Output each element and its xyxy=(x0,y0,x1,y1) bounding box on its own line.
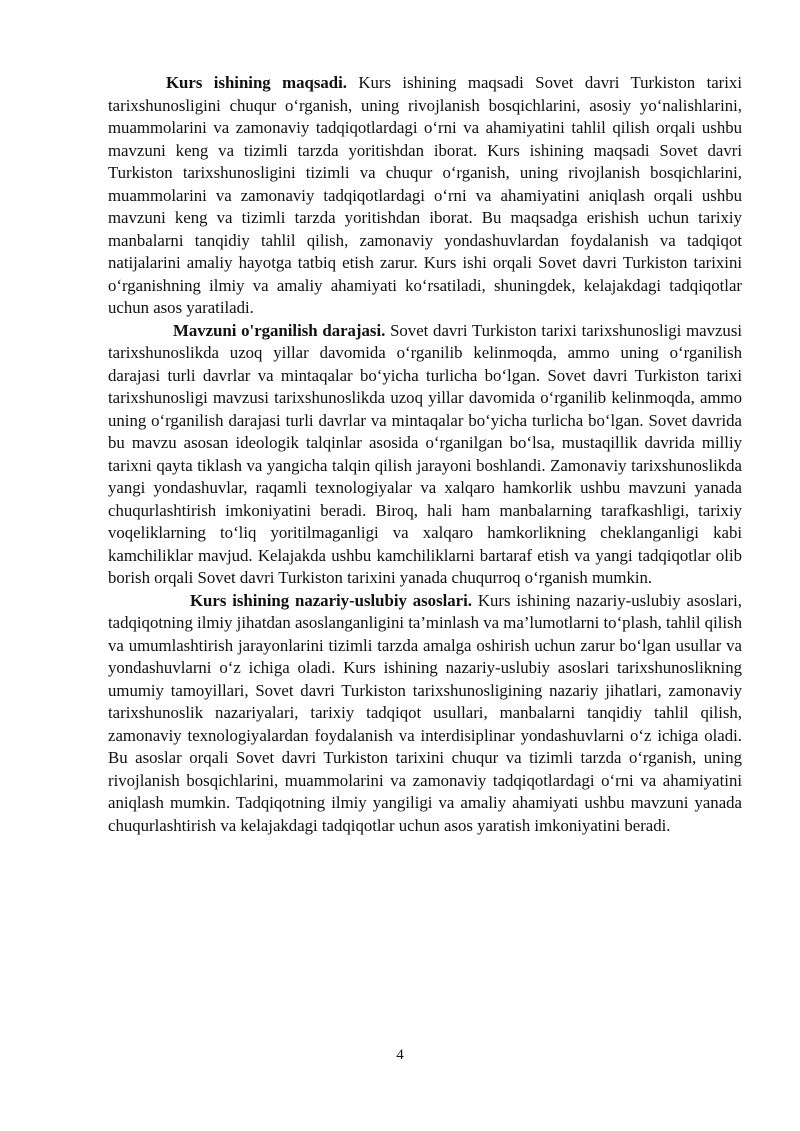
page-body xyxy=(108,72,742,837)
paragraph-study-level xyxy=(108,320,742,590)
paragraph-course-goal xyxy=(108,72,742,320)
text-study-level: Sovet davri Turkiston tarixi tarixshunosligi mavzusi tarixshunoslikda uzoq yillar davomida o‘rganilib kelinmoqda, ammo uning o‘rganilish darajasi turli davrlar va mintaqalar bo‘yicha turlicha bo‘lgan. Sovet davri Turkiston tarixi tarixshunosligi mavzusi tarixshunoslikda uzoq yillar davomida o‘rganilib kelinmoqda, ammo uning o‘rganilish darajasi turli davrlar va mintaqalar bo‘yicha turlicha bo‘lgan. Sovet davrida bu mavzu asosan ideologik talqinlar asosida o‘rganilgan bo‘lsa, mustaqillik davrida milliy tarixni qayta tiklash va yangicha talqin qilish jarayoni boshlandi. Zamonaviy tarixshunoslikda yangi yondashuvlar, raqamli texnologiyalar va xalqaro hamkorlik ushbu mavzuni yanada chuqurlashtirish imkoniyatini beradi. Biroq, hali ham manbalarning tarafkashligi, tarixiy voqeliklarning to‘liq yoritilmaganligi va xalqaro hamkorlikning cheklanganligi kabi kamchiliklar mavjud. Kelajakda ushbu kamchiliklarni bartaraf etish va yangi tadqiqotlar olib borish orqali Sovet davri Turkiston tarixini yanada chuqurroq o‘rganish mumkin. xyxy=(108,320,743,587)
text-theory-methods: Kurs ishining nazariy-uslubiy asoslari, tadqiqotning ilmiy jihatdan asoslanganligini ta’minlash va ma’lumotlarni to‘plash, tahlil qilish va umumlashtirish jarayonlarini tizimli tarzda amalga oshirish uchun zarur bo‘lgan usullar va yondashuvlarni o‘z ichiga oladi. Kurs ishining nazariy-uslubiy asoslari tarixshunoslikning umumiy tamoyillari, Sovet davri Turkiston tarixshunosligining nazariy jihatlari, zamonaviy tarixshunoslik nazariyalari, tarixiy tadqiqot usullari, manbalarni tanqidiy tahlil qilish, zamonaviy texnologiyalardan foydalanish va interdisiplinar yondashuvlarni o‘z ichiga oladi. Bu asoslar orqali Sovet davri Turkiston tarixini chuqur va tizimli tarzda o‘rganish, uning rivojlanish bosqichlarini, muammolarini va zamonaviy tadqiqotlardagi o‘rni va ahamiyatini aniqlash mumkin. Tadqiqotning ilmiy yangiligi va amaliy ahamiyati ushbu mavzuni yanada chuqurlashtirish va kelajakdagi tadqiqotlar uchun asos yaratish imkoniyatini beradi. xyxy=(108,590,742,835)
heading-theory-methods: Kurs ishining nazariy-uslubiy asoslari. xyxy=(190,590,472,610)
heading-study-level: Mavzuni o'rganilish darajasi. xyxy=(173,320,386,340)
text-course-goal: Kurs ishining maqsadi Sovet davri Turkiston tarixi tarixshunosligini chuqur o‘rganish, uning rivojlanish bosqichlarini, asosiy yo‘nalishlarini, muammolarini va zamonaviy tadqiqotlardagi o‘rni va ahamiyatini tahlil qilish orqali ushbu mavzuni keng va tizimli tarzda yoritishdan iborat. Kurs ishining maqsadi Sovet davri Turkiston tarixshunosligini tizimli va chuqur o‘rganish, uning rivojlanish bosqichlarini, muammolarini va zamonaviy tadqiqotlardagi o‘rni va ahamiyatini aniqlash orqali ushbu mavzuni keng va tizimli tarzda yoritishdan iborat. Bu maqsadga erishish uchun tarixiy manbalarni tanqidiy tahlil qilish, zamonaviy yondashuvlardan foydalanish va tadqiqot natijalarini amaliy hayotga tatbiq etish zarur. Kurs ishi orqali Sovet davri Turkiston tarixini o‘rganishning ilmiy va amaliy ahamiyati ko‘rsatiladi, shuningdek, kelajakdagi tadqiqotlar uchun asos yaratiladi. xyxy=(108,73,742,317)
paragraph-theory-methods xyxy=(108,590,742,838)
page-number: 4 xyxy=(396,1047,404,1063)
heading-course-goal: Kurs ishining maqsadi. xyxy=(166,73,347,92)
